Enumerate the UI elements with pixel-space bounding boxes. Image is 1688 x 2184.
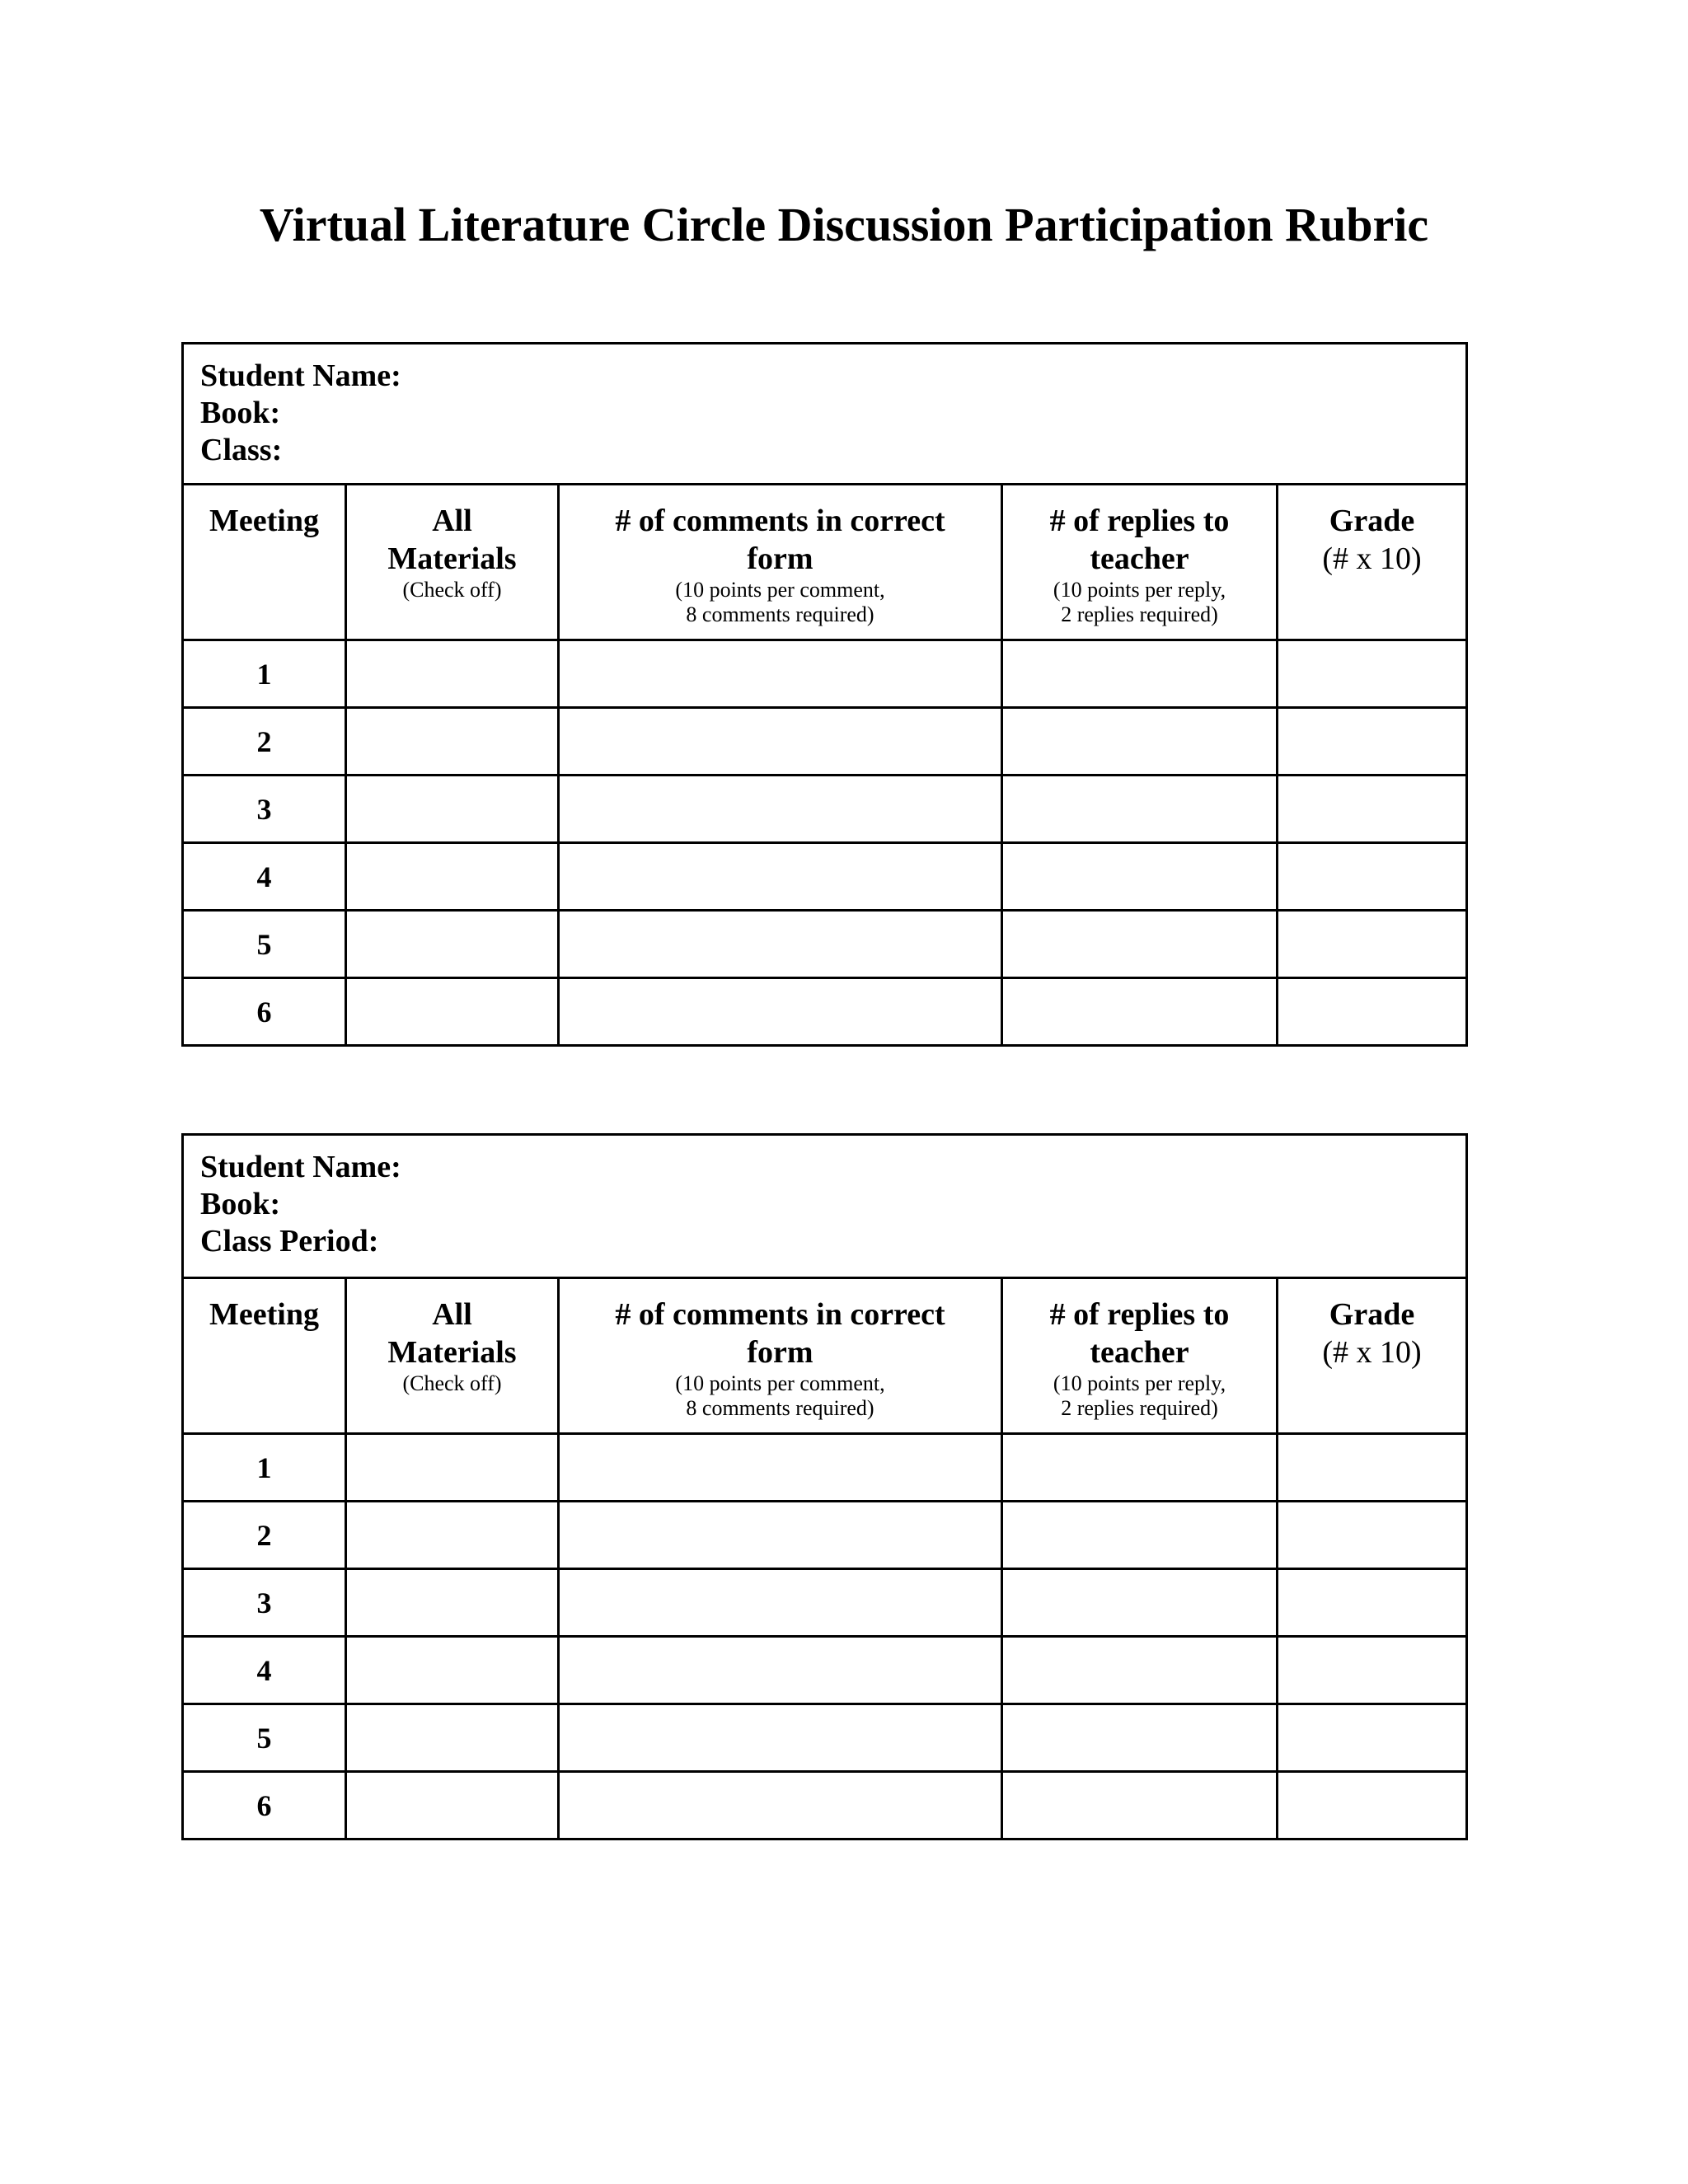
table-row bbox=[183, 1569, 1467, 1637]
comments-cell[interactable] bbox=[559, 708, 1002, 776]
grade-cell[interactable] bbox=[1278, 708, 1467, 776]
meeting-number: 5 bbox=[183, 911, 346, 978]
grade-cell[interactable] bbox=[1278, 1502, 1467, 1569]
student-info-block bbox=[183, 344, 1467, 485]
comments-cell[interactable] bbox=[559, 776, 1002, 843]
replies-cell[interactable] bbox=[1002, 911, 1278, 978]
grade-cell[interactable] bbox=[1278, 1434, 1467, 1502]
meeting-number: 3 bbox=[183, 776, 346, 843]
comments-note: (10 points per comment, 8 comments required) bbox=[675, 1371, 885, 1420]
comments-note: (10 points per comment, 8 comments required) bbox=[675, 578, 885, 626]
header-row bbox=[183, 1278, 1467, 1434]
page-title: Virtual Literature Circle Discussion Participation Rubric bbox=[259, 198, 1429, 251]
materials-cell[interactable] bbox=[346, 843, 559, 911]
comments-cell[interactable] bbox=[559, 1569, 1002, 1637]
student-name-label: Student Name: bbox=[200, 359, 401, 393]
class-period-label: Class Period: bbox=[200, 1224, 379, 1258]
replies-cell[interactable] bbox=[1002, 1772, 1278, 1840]
materials-cell[interactable] bbox=[346, 640, 559, 708]
replies-cell[interactable] bbox=[1002, 1637, 1278, 1704]
class-label: Class: bbox=[200, 433, 283, 467]
grade-cell[interactable] bbox=[1278, 1569, 1467, 1637]
materials-header: All Materials (Check off) bbox=[346, 485, 559, 640]
materials-cell[interactable] bbox=[346, 1569, 559, 1637]
materials-cell[interactable] bbox=[346, 776, 559, 843]
meeting-number: 4 bbox=[183, 843, 346, 911]
table-row bbox=[183, 1434, 1467, 1502]
replies-note: (10 points per reply, 2 replies required) bbox=[1053, 1371, 1226, 1420]
table-row bbox=[183, 843, 1467, 911]
table-row bbox=[183, 1502, 1467, 1569]
table-row bbox=[183, 776, 1467, 843]
materials-cell[interactable] bbox=[346, 1502, 559, 1569]
comments-cell[interactable] bbox=[559, 1704, 1002, 1772]
materials-cell[interactable] bbox=[346, 978, 559, 1046]
meeting-number: 2 bbox=[183, 708, 346, 776]
grade-cell[interactable] bbox=[1278, 640, 1467, 708]
table-row bbox=[183, 1772, 1467, 1840]
materials-cell[interactable] bbox=[346, 708, 559, 776]
replies-cell[interactable] bbox=[1002, 640, 1278, 708]
comments-header: # of comments in correct form (10 points per comment, 8 comments required) bbox=[559, 485, 1002, 640]
materials-cell[interactable] bbox=[346, 1637, 559, 1704]
materials-header: All Materials (Check off) bbox=[346, 1278, 559, 1434]
replies-cell[interactable] bbox=[1002, 776, 1278, 843]
table-row bbox=[183, 1637, 1467, 1704]
table-row bbox=[183, 640, 1467, 708]
replies-cell[interactable] bbox=[1002, 708, 1278, 776]
meeting-number: 1 bbox=[183, 1434, 346, 1502]
comments-cell[interactable] bbox=[559, 1434, 1002, 1502]
replies-cell[interactable] bbox=[1002, 1434, 1278, 1502]
student-name-label: Student Name: bbox=[200, 1150, 401, 1184]
header-row bbox=[183, 485, 1467, 640]
comments-cell[interactable] bbox=[559, 911, 1002, 978]
meeting-number: 3 bbox=[183, 1569, 346, 1637]
rubric-table-2 bbox=[181, 1133, 1468, 1840]
materials-cell[interactable] bbox=[346, 1704, 559, 1772]
meeting-header: Meeting bbox=[183, 1278, 346, 1434]
grade-cell[interactable] bbox=[1278, 911, 1467, 978]
replies-cell[interactable] bbox=[1002, 1569, 1278, 1637]
replies-header: # of replies to teacher (10 points per reply, 2 replies required) bbox=[1002, 1278, 1278, 1434]
table-row bbox=[183, 911, 1467, 978]
book-label: Book: bbox=[200, 1187, 281, 1221]
meeting-header: Meeting bbox=[183, 485, 346, 640]
materials-note: (Check off) bbox=[402, 578, 502, 602]
book-label: Book: bbox=[200, 396, 281, 430]
materials-cell[interactable] bbox=[346, 1772, 559, 1840]
replies-header: # of replies to teacher (10 points per reply, 2 replies required) bbox=[1002, 485, 1278, 640]
comments-cell[interactable] bbox=[559, 978, 1002, 1046]
meeting-number: 2 bbox=[183, 1502, 346, 1569]
rubric-table-1 bbox=[181, 342, 1468, 1047]
grade-cell[interactable] bbox=[1278, 1637, 1467, 1704]
replies-cell[interactable] bbox=[1002, 978, 1278, 1046]
meeting-number: 1 bbox=[183, 640, 346, 708]
grade-cell[interactable] bbox=[1278, 776, 1467, 843]
materials-cell[interactable] bbox=[346, 1434, 559, 1502]
table-row bbox=[183, 708, 1467, 776]
meeting-number: 6 bbox=[183, 978, 346, 1046]
grade-cell[interactable] bbox=[1278, 1704, 1467, 1772]
replies-cell[interactable] bbox=[1002, 1502, 1278, 1569]
table-row bbox=[183, 978, 1467, 1046]
table-row bbox=[183, 1704, 1467, 1772]
materials-note: (Check off) bbox=[402, 1371, 502, 1395]
comments-cell[interactable] bbox=[559, 640, 1002, 708]
grade-cell[interactable] bbox=[1278, 1772, 1467, 1840]
grade-header: Grade (# x 10) bbox=[1278, 1278, 1467, 1434]
comments-header: # of comments in correct form (10 points per comment, 8 comments required) bbox=[559, 1278, 1002, 1434]
meeting-number: 6 bbox=[183, 1772, 346, 1840]
grade-header: Grade (# x 10) bbox=[1278, 485, 1467, 640]
comments-cell[interactable] bbox=[559, 843, 1002, 911]
student-info-block bbox=[183, 1135, 1467, 1278]
comments-cell[interactable] bbox=[559, 1502, 1002, 1569]
comments-cell[interactable] bbox=[559, 1637, 1002, 1704]
meeting-number: 5 bbox=[183, 1704, 346, 1772]
replies-cell[interactable] bbox=[1002, 1704, 1278, 1772]
grade-cell[interactable] bbox=[1278, 978, 1467, 1046]
replies-note: (10 points per reply, 2 replies required) bbox=[1053, 578, 1226, 626]
materials-cell[interactable] bbox=[346, 911, 559, 978]
grade-cell[interactable] bbox=[1278, 843, 1467, 911]
comments-cell[interactable] bbox=[559, 1772, 1002, 1840]
meeting-number: 4 bbox=[183, 1637, 346, 1704]
replies-cell[interactable] bbox=[1002, 843, 1278, 911]
